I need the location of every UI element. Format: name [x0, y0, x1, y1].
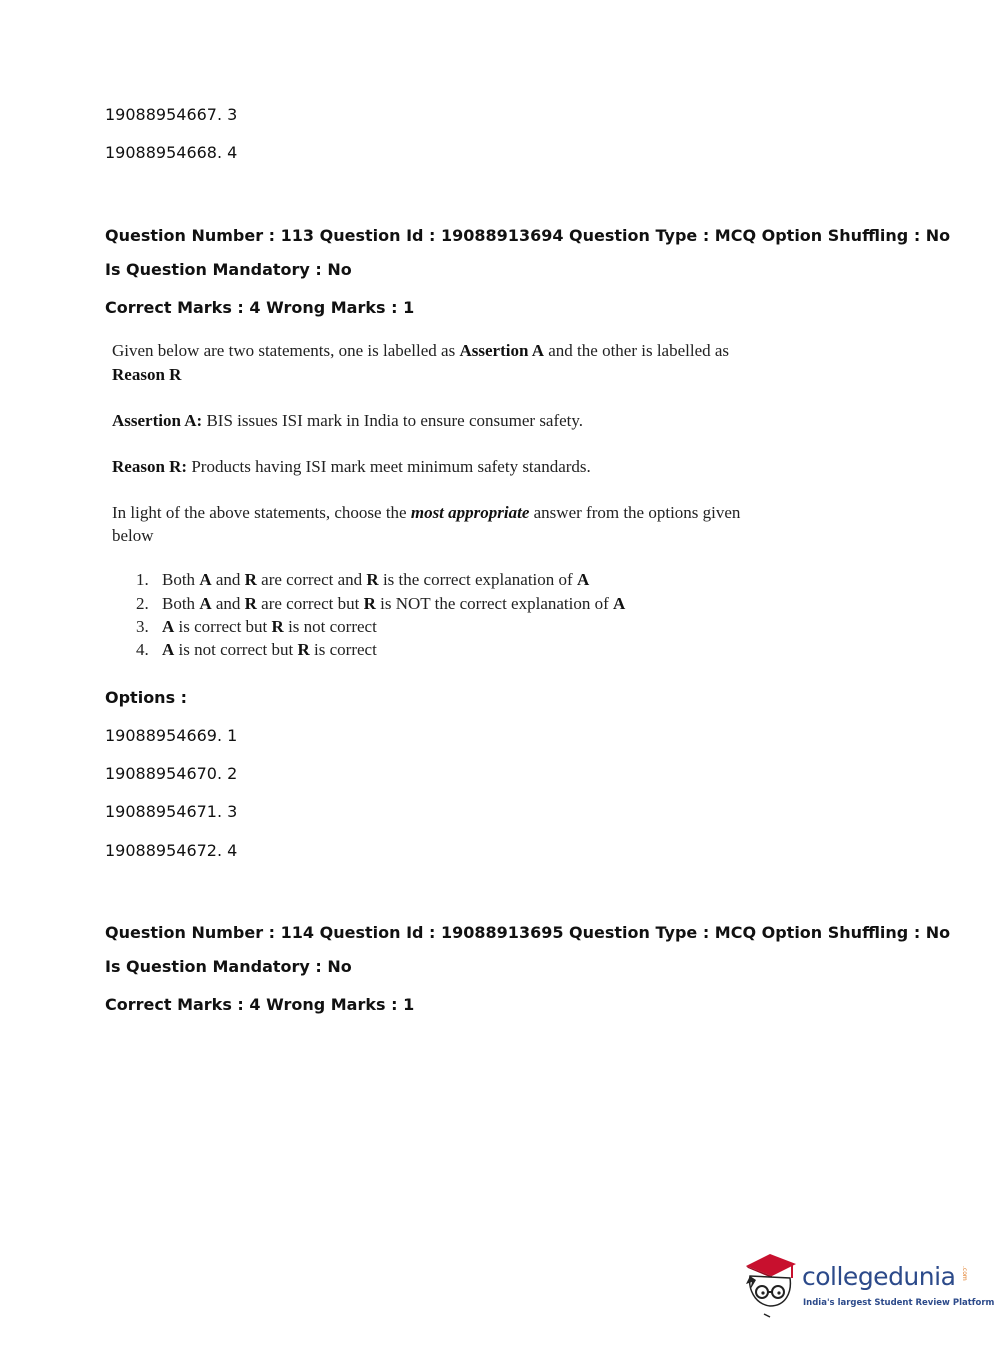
choice-text: is the correct explanation of — [378, 570, 577, 589]
logo-brand-name: collegedunia — [802, 1262, 956, 1291]
option-line: 19088954672. 4 — [105, 841, 238, 860]
choice-bold: A — [199, 570, 212, 589]
question-mandatory: Is Question Mandatory : No — [105, 260, 352, 279]
option-line: 19088954667. 3 — [105, 105, 238, 124]
choice-number: 4. — [136, 640, 149, 659]
answer-choice — [136, 594, 625, 614]
intro-reason: Reason R — [112, 365, 182, 384]
choice-bold: A — [162, 640, 175, 659]
options-label: Options : — [105, 688, 188, 707]
choose-text: below — [112, 526, 154, 545]
choice-bold: R — [363, 594, 376, 613]
choice-bold: A — [613, 594, 626, 613]
choice-text: is not correct but — [174, 640, 298, 659]
choice-bold: A — [576, 570, 590, 589]
intro-text: Given below are two statements, one is labelled as — [112, 341, 460, 360]
choose-text: answer from the options given — [529, 503, 741, 522]
choice-bold: R — [297, 640, 310, 659]
choose-text: In light of the above statements, choose the — [112, 503, 411, 522]
choice-bold: R — [366, 570, 379, 589]
option-line: 19088954668. 4 — [105, 143, 238, 162]
option-line: 19088954670. 2 — [105, 764, 238, 783]
option-line: 19088954671. 3 — [105, 802, 238, 821]
answer-choice — [136, 617, 377, 637]
question-header: Question Number : 113 Question Id : 19088913694 Question Type : MCQ Option Shuffling : No — [105, 226, 951, 245]
choice-text: Both — [162, 570, 200, 589]
choice-bold: A — [199, 594, 212, 613]
choice-bold: R — [244, 570, 257, 589]
question-marks: Correct Marks : 4 Wrong Marks : 1 — [105, 995, 415, 1014]
reason-text: Products having ISI mark meet minimum safety standards. — [187, 457, 591, 476]
choice-text: are correct and — [256, 570, 367, 589]
choice-bold: R — [244, 594, 257, 613]
mascot-icon — [740, 1248, 802, 1318]
choice-text: and — [211, 594, 245, 613]
choose-line-1 — [112, 503, 740, 523]
logo-brand-suffix: .com — [961, 1266, 968, 1281]
choose-emphasis: most appropriate — [410, 503, 530, 522]
choice-text: is NOT the correct explanation of — [375, 594, 614, 613]
answer-choice — [136, 640, 377, 660]
question-mandatory: Is Question Mandatory : No — [105, 957, 352, 976]
choice-text: Both — [162, 594, 200, 613]
question-marks: Correct Marks : 4 Wrong Marks : 1 — [105, 298, 415, 317]
choice-bold: R — [271, 617, 284, 636]
option-line: 19088954669. 1 — [105, 726, 238, 745]
choice-text: is not correct — [283, 617, 377, 636]
intro-text: and the other is labelled as — [544, 341, 730, 360]
choice-text: and — [211, 570, 245, 589]
choice-number: 3. — [136, 617, 149, 636]
assertion-line — [112, 411, 583, 431]
question-intro-line-2 — [112, 365, 181, 385]
reason-label: Reason R: — [112, 457, 188, 476]
question-header: Question Number : 114 Question Id : 19088913695 Question Type : MCQ Option Shuffling : No — [105, 923, 951, 942]
choice-text: is correct — [309, 640, 377, 659]
reason-line — [112, 457, 591, 477]
choice-text: are correct but — [256, 594, 364, 613]
choose-line-2 — [112, 526, 154, 546]
choice-text: is correct but — [174, 617, 272, 636]
intro-assertion: Assertion A — [459, 341, 544, 360]
choice-number: 2. — [136, 594, 149, 613]
assertion-label: Assertion A: — [112, 411, 203, 430]
assertion-text: BIS issues ISI mark in India to ensure consumer safety. — [202, 411, 584, 430]
choice-bold: A — [162, 617, 175, 636]
logo-tagline: India's largest Student Review Platform — [803, 1298, 995, 1308]
answer-choice — [136, 570, 589, 590]
choice-number: 1. — [136, 570, 149, 589]
collegedunia-logo — [740, 1248, 995, 1318]
question-intro-line-1 — [112, 341, 729, 361]
